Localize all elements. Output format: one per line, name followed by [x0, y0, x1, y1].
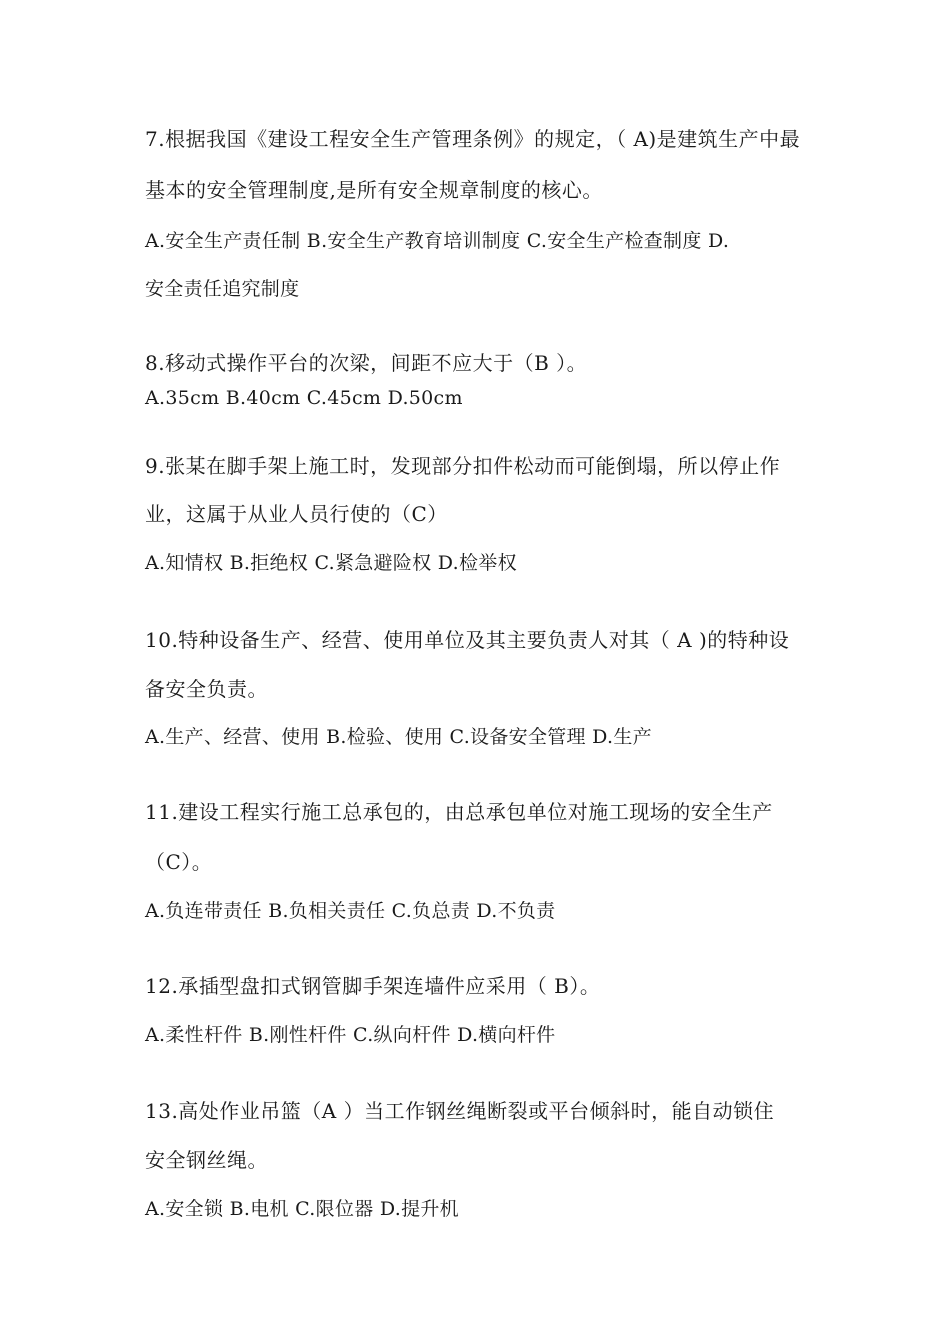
question-12-options: A.柔性杆件 B.刚性杆件 C.纵向杆件 D.横向杆件 — [145, 1024, 556, 1046]
question-7-options-line-2: 安全责任追究制度 — [145, 278, 300, 300]
question-9-stem-line-2: 业，这属于从业人员行使的（C） — [145, 502, 448, 526]
question-9-options: A.知情权 B.拒绝权 C.紧急避险权 D.检举权 — [145, 552, 517, 574]
question-11-stem-line-1: 11.建设工程实行施工总承包的，由总承包单位对施工现场的安全生产 — [145, 800, 773, 824]
question-8-stem: 8.移动式操作平台的次梁，间距不应大于（B ）。 — [145, 351, 588, 375]
question-13-options: A.安全锁 B.电机 C.限位器 D.提升机 — [145, 1198, 459, 1220]
question-7-stem-line-2: 基本的安全管理制度,是所有安全规章制度的核心。 — [145, 178, 603, 202]
question-13-stem-line-1: 13.高处作业吊篮（A ）当工作钢丝绳断裂或平台倾斜时，能自动锁住 — [145, 1099, 775, 1123]
question-9-stem-line-1: 9.张某在脚手架上施工时，发现部分扣件松动而可能倒塌，所以停止作 — [145, 454, 781, 478]
question-12-stem: 12.承插型盘扣式钢管脚手架连墙件应采用（ B）。 — [145, 974, 601, 998]
question-13-stem-line-2: 安全钢丝绳。 — [145, 1148, 268, 1172]
question-10-options: A.生产、经营、使用 B.检验、使用 C.设备安全管理 D.生产 — [145, 726, 652, 748]
question-7-stem-line-1: 7.根据我国《建设工程安全生产管理条例》的规定，（ A)是建筑生产中最 — [145, 127, 801, 151]
question-11-stem-line-2: （C）。 — [145, 850, 213, 874]
question-8-options: A.35cm B.40cm C.45cm D.50cm — [145, 387, 463, 409]
question-7-options-line-1: A.安全生产责任制 B.安全生产教育培训制度 C.安全生产检查制度 D. — [145, 230, 730, 252]
question-10-stem-line-1: 10.特种设备生产、经营、使用单位及其主要负责人对其（ A )的特种设 — [145, 628, 790, 652]
question-11-options: A.负连带责任 B.负相关责任 C.负总责 D.不负责 — [145, 900, 556, 922]
question-10-stem-line-2: 备安全负责。 — [145, 677, 268, 701]
